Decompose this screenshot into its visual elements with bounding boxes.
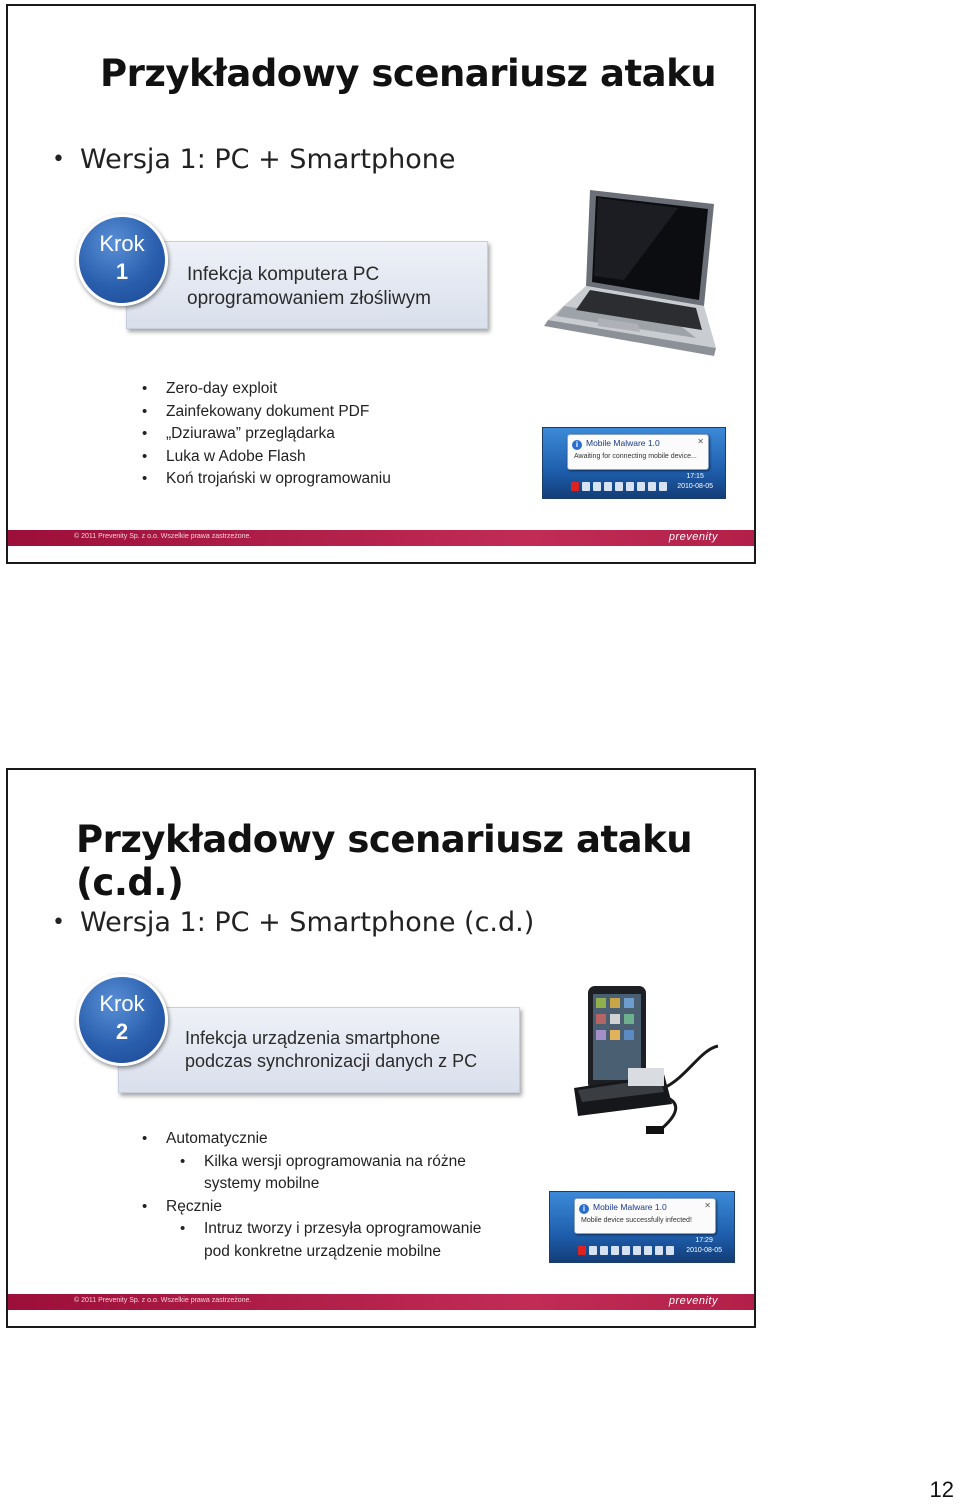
footer-logo: prevenity (668, 531, 718, 543)
clock-time: 17:29 (695, 1237, 713, 1244)
slide-footer (8, 1294, 754, 1310)
system-tray (571, 478, 670, 490)
notification-bubble (574, 1198, 716, 1234)
list-item: • Zero-day exploit (140, 378, 391, 401)
slide-title: Przykładowy scenariusz ataku (c.d.) (76, 818, 693, 904)
main-bullet-text: Wersja 1: PC + Smartphone (80, 144, 456, 175)
smartphone-dock-image (568, 980, 734, 1140)
list-item: • „Dziurawa” przeglądarka (140, 423, 391, 446)
list-item-continuation (140, 1173, 481, 1196)
clock-date: 2010-08-05 (686, 1247, 722, 1254)
list-item-text: systemy mobilne (204, 1175, 320, 1192)
list-item: • Zainfekowany dokument PDF (140, 401, 391, 424)
malware-notification-screenshot (542, 427, 726, 499)
footer-logo: prevenity (668, 1295, 718, 1307)
malware-notification-screenshot (549, 1191, 735, 1263)
info-icon: i (579, 1204, 589, 1214)
step-number: 2 (115, 1019, 129, 1044)
main-bullet (52, 907, 534, 938)
bullet-icon: • (52, 910, 65, 935)
slide-2 (6, 768, 756, 1328)
step-description-box (118, 1007, 520, 1093)
tray-clock (686, 1236, 722, 1256)
step-text-line-1: Infekcja urządzenia smartphone (185, 1028, 441, 1048)
footer-copyright: © 2011 Prevenity Sp. z o.o. Wszelkie prawa zastrzeżone. (74, 533, 252, 540)
list-item-text: pod konkretne urządzenie mobilne (204, 1242, 441, 1260)
main-bullet-text: Wersja 1: PC + Smartphone (c.d.) (80, 907, 535, 938)
step-text-line-2: podczas synchronizacji danych z PC (185, 1051, 478, 1071)
list-item-continuation (140, 1241, 481, 1264)
list-item: • Automatycznie (140, 1128, 481, 1151)
info-icon: i (572, 440, 582, 450)
page-number: 12 (929, 1477, 954, 1502)
list-item: • Kilka wersji oprogramowania na różne (140, 1151, 481, 1174)
step-text-line-1: Infekcja komputera PC (187, 264, 380, 285)
sync-method-list (140, 1128, 481, 1263)
slide-1 (6, 4, 756, 564)
clock-date: 2010-08-05 (677, 483, 713, 490)
close-icon: ✕ (697, 437, 704, 446)
notification-title: Mobile Malware 1.0 (586, 438, 660, 448)
clock-time: 17:15 (686, 473, 704, 480)
main-bullet (52, 144, 455, 175)
tray-clock (677, 472, 713, 492)
notification-title: Mobile Malware 1.0 (593, 1202, 667, 1212)
list-item: • Intruz tworzy i przesyła oprogramowanie (140, 1218, 481, 1241)
footer-copyright: © 2011 Prevenity Sp. z o.o. Wszelkie prawa zastrzeżone. (74, 1297, 252, 1304)
step-number: 1 (115, 259, 129, 284)
notification-message: Mobile device successfully infected! (581, 1217, 692, 1224)
step-description-box (126, 241, 488, 329)
list-item: • Luka w Adobe Flash (140, 446, 391, 469)
system-tray (578, 1242, 677, 1254)
step-badge (76, 974, 168, 1066)
step-label: Krok (99, 991, 145, 1016)
list-item: • Koń trojański w oprogramowaniu (140, 468, 391, 491)
slide-footer (8, 530, 754, 546)
step-label: Krok (99, 231, 145, 256)
attack-vector-list (140, 378, 391, 491)
close-icon: ✕ (704, 1201, 711, 1210)
step-badge (76, 214, 168, 306)
bullet-icon: • (52, 147, 65, 172)
laptop-image (528, 188, 718, 364)
notification-message: Awaiting for connecting mobile device... (574, 453, 697, 460)
list-item: • Ręcznie (140, 1196, 481, 1219)
notification-bubble (567, 434, 709, 470)
step-text-line-2: oprogramowaniem złośliwym (187, 288, 431, 309)
slide-title: Przykładowy scenariusz ataku (100, 52, 717, 95)
